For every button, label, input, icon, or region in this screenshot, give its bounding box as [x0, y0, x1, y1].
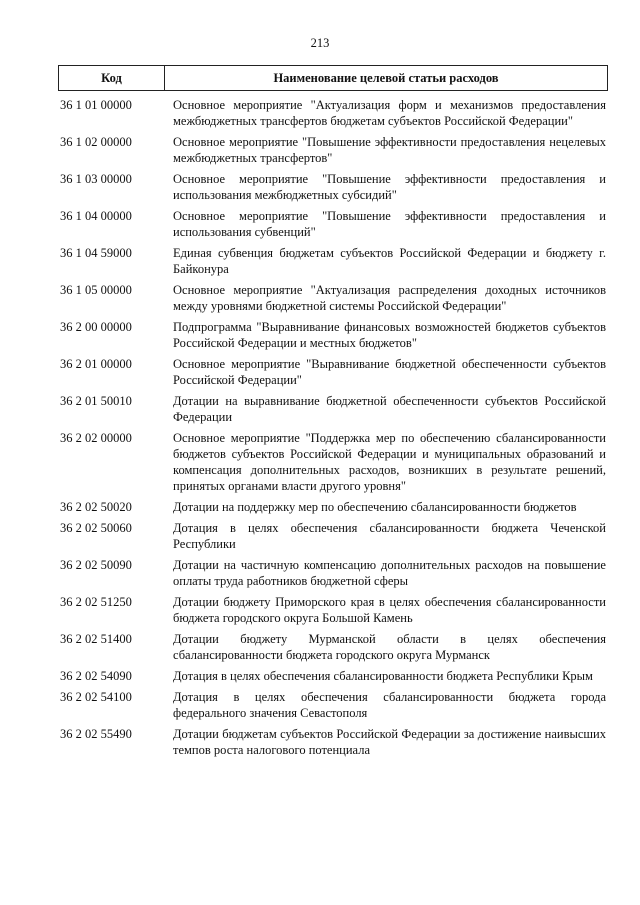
row-name: Дотации бюджету Мурманской области в целях обеспечения сбалансированности бюджета городского округа Мурманск	[173, 632, 606, 662]
row-code: 36 2 00 00000	[60, 320, 132, 334]
row-code: 36 1 04 59000	[60, 246, 132, 260]
row-code: 36 1 04 00000	[60, 209, 132, 223]
row-name: Дотации бюджетам субъектов Российской Федерации за достижение наивысших темпов роста налогового потенциала	[173, 727, 606, 757]
row-code: 36 2 02 54100	[60, 690, 132, 704]
row-code: 36 2 02 54090	[60, 669, 132, 683]
row-name: Единая субвенция бюджетам субъектов Российской Федерации и бюджету г. Байконура	[173, 246, 606, 276]
row-name: Дотации на поддержку мер по обеспечению сбалансированности бюджетов	[173, 500, 577, 514]
table-row	[60, 499, 606, 515]
table-row	[60, 208, 606, 240]
table-row	[60, 134, 606, 166]
table-row	[60, 689, 606, 721]
table-row	[60, 171, 606, 203]
row-name: Основное мероприятие "Актуализация распределения доходных источников между уровнями бюджетной системы Российской Федерации"	[173, 283, 606, 313]
column-header-code: Код	[59, 66, 165, 90]
row-name: Основное мероприятие "Повышение эффективности предоставления нецелевых межбюджетных трансфертов"	[173, 135, 606, 165]
row-code: 36 1 05 00000	[60, 283, 132, 297]
row-name: Основное мероприятие "Выравнивание бюджетной обеспеченности субъектов Российской Федерации"	[173, 357, 606, 387]
row-name: Дотации на выравнивание бюджетной обеспеченности субъектов Российской Федерации	[173, 394, 606, 424]
row-code: 36 1 01 00000	[60, 98, 132, 112]
table-row	[60, 245, 606, 277]
table-row	[60, 393, 606, 425]
table-row	[60, 430, 606, 494]
table-row	[60, 631, 606, 663]
row-code: 36 2 02 51400	[60, 632, 132, 646]
row-name: Дотация в целях обеспечения сбалансированности бюджета Республики Крым	[173, 669, 593, 683]
table-row	[60, 557, 606, 589]
table-row	[60, 97, 606, 129]
row-code: 36 2 02 51250	[60, 595, 132, 609]
row-code: 36 2 01 00000	[60, 357, 132, 371]
table-row	[60, 520, 606, 552]
row-name: Дотации бюджету Приморского края в целях обеспечения сбалансированности бюджета городского округа Большой Камень	[173, 595, 606, 625]
column-header-name: Наименование целевой статьи расходов	[273, 71, 499, 85]
row-code: 36 1 02 00000	[60, 135, 132, 149]
row-name: Дотация в целях обеспечения сбалансированности бюджета Чеченской Республики	[173, 521, 606, 551]
row-code: 36 2 02 50090	[60, 558, 132, 572]
row-code: 36 2 02 55490	[60, 727, 132, 741]
table-header	[58, 65, 608, 91]
page-number: 213	[310, 36, 330, 50]
row-code: 36 2 01 50010	[60, 394, 132, 408]
row-name: Основное мероприятие "Повышение эффективности предоставления и использования межбюджетных субсидий"	[173, 172, 606, 202]
row-name: Дотации на частичную компенсацию дополнительных расходов на повышение оплаты труда работников бюджетной сферы	[173, 558, 606, 588]
table-row	[60, 282, 606, 314]
row-name: Подпрограмма "Выравнивание финансовых возможностей бюджетов субъектов Российской Федерации и местных бюджетов"	[173, 320, 606, 350]
row-name: Основное мероприятие "Повышение эффективности предоставления и использования субвенций"	[173, 209, 606, 239]
table-row	[60, 594, 606, 626]
table-row	[60, 668, 606, 684]
row-name: Основное мероприятие "Поддержка мер по обеспечению сбалансированности бюджетов субъектов Российской Федерации и муниципальных образований и компенсация дополнительных расходов, возникших в результате решений, принятых органами власти другого уровня"	[173, 431, 606, 493]
table-row	[60, 356, 606, 388]
row-name: Дотация в целях обеспечения сбалансированности бюджета города федерального значения Севастополя	[173, 690, 606, 720]
row-name: Основное мероприятие "Актуализация форм и механизмов предоставления межбюджетных трансфертов бюджетам субъектов Российской Федерации"	[173, 98, 606, 128]
row-code: 36 2 02 50060	[60, 521, 132, 535]
row-code: 36 2 02 50020	[60, 500, 132, 514]
table-body	[60, 97, 606, 763]
table-row	[60, 726, 606, 758]
row-code: 36 1 03 00000	[60, 172, 132, 186]
table-row	[60, 319, 606, 351]
row-code: 36 2 02 00000	[60, 431, 132, 445]
